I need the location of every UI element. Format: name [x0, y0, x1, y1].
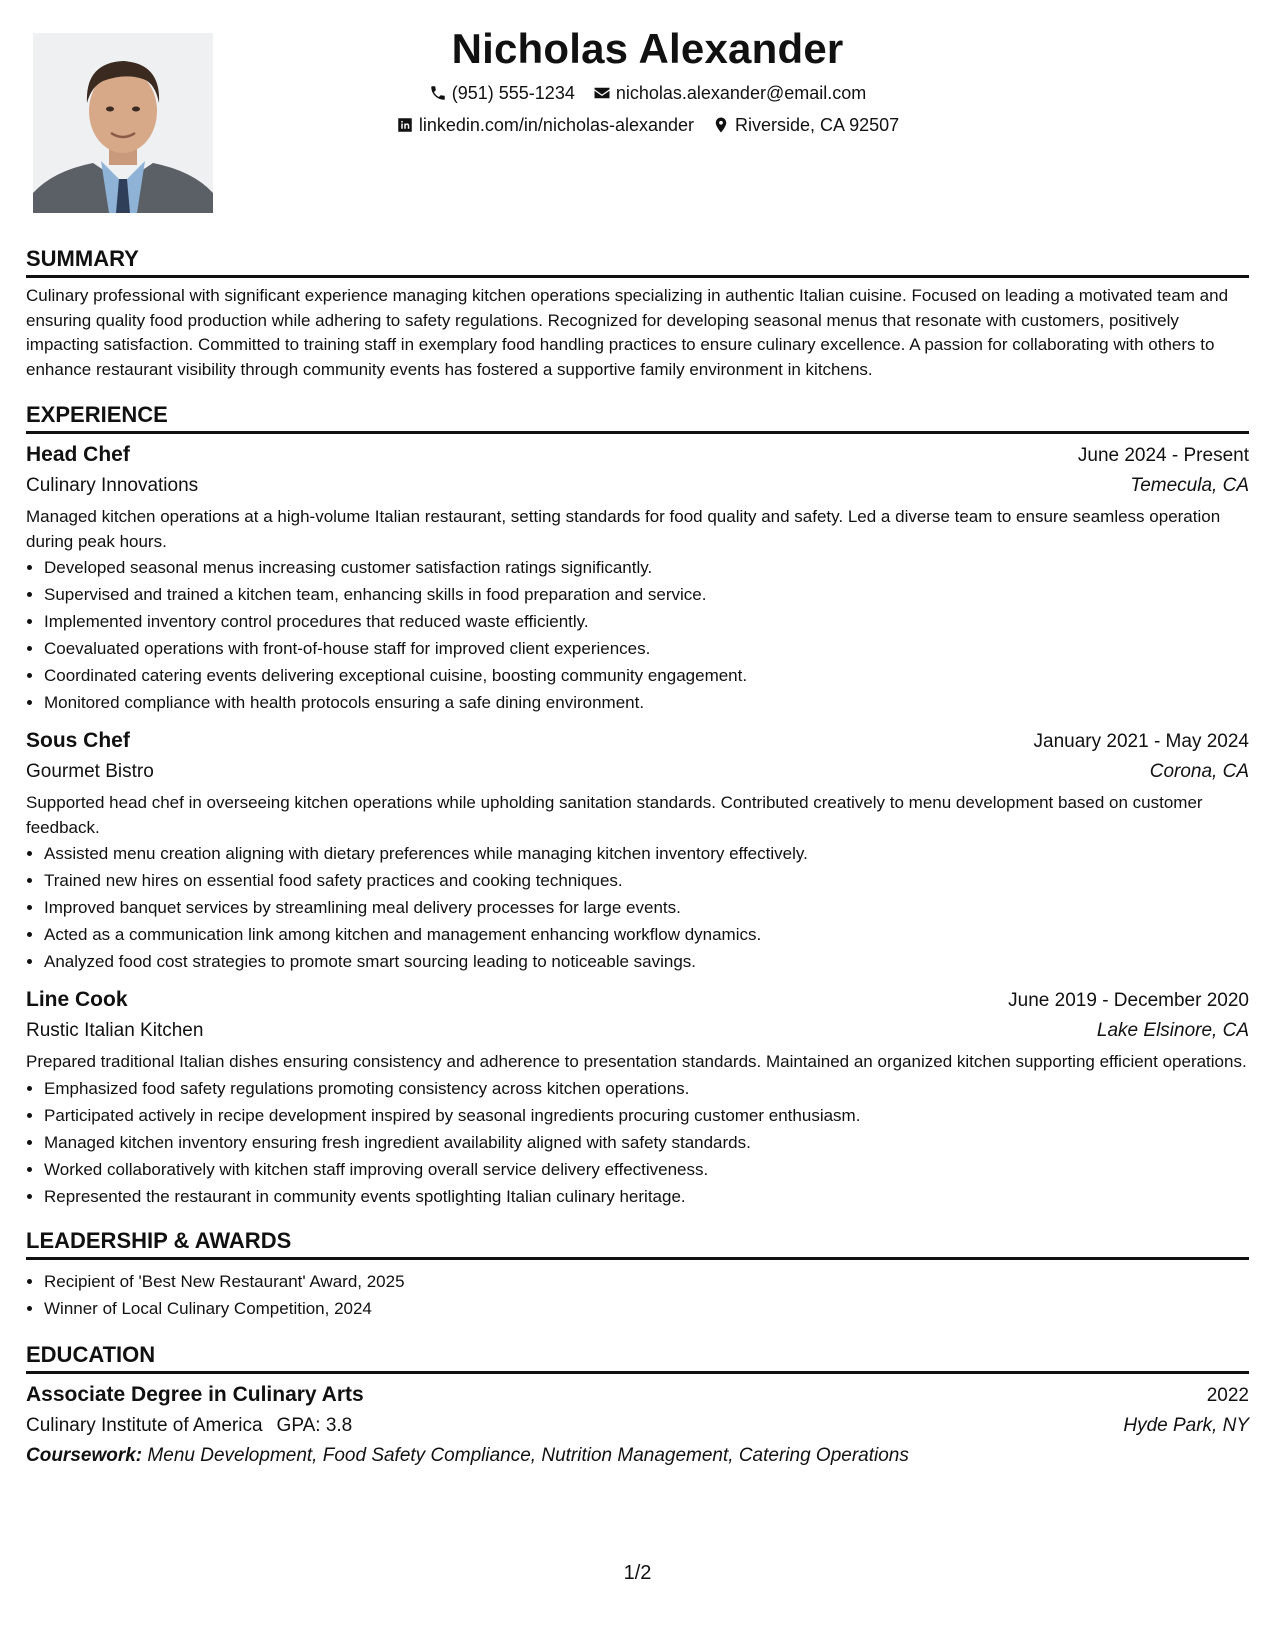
job-dates: June 2024 - Present — [1077, 445, 1249, 466]
job-entry — [26, 440, 1249, 716]
job-company: Rustic Italian Kitchen — [26, 1020, 204, 1041]
coursework-list: Menu Development, Food Safety Compliance, Nutrition Management, Catering Operations — [147, 1444, 909, 1466]
coursework-label: Coursework: — [26, 1444, 143, 1466]
list-item: • Emphasized food safety regulations promoting consistency across kitchen operations. — [44, 1075, 1249, 1102]
job-location: Lake Elsinore, CA — [1096, 1020, 1249, 1041]
contact-row-primary — [20, 78, 1275, 108]
phone-contact — [429, 78, 575, 108]
job-dates: June 2019 - December 2020 — [1008, 990, 1249, 1011]
email-contact[interactable] — [593, 78, 866, 108]
list-item: • Acted as a communication link among kitchen and management enhancing workflow dynamics. — [44, 921, 1249, 948]
map-pin-icon — [712, 116, 730, 134]
list-item: • Coevaluated operations with front-of-house staff for improved client experiences. — [44, 635, 1249, 662]
list-item: • Managed kitchen inventory ensuring fresh ingredient availability aligned with safety standards. — [44, 1129, 1249, 1156]
contact-row-secondary — [20, 110, 1275, 140]
list-item: • Winner of Local Culinary Competition, 2024 — [44, 1295, 1249, 1322]
education-location: Hyde Park, NY — [1123, 1414, 1249, 1436]
location-text: Riverside, CA 92507 — [735, 115, 900, 135]
job-bullets — [26, 1075, 1249, 1210]
phone-text: (951) 555-1234 — [451, 83, 575, 103]
list-item: • Supervised and trained a kitchen team, enhancing skills in food preparation and service. — [44, 581, 1249, 608]
job-description: Supported head chef in overseeing kitchen operations while upholding sanitation standards. Contributed creatively to menu development based on customer feedback. — [26, 793, 1203, 837]
job-bullets — [26, 554, 1249, 716]
awards-list — [26, 1268, 1249, 1322]
education-year: 2022 — [1206, 1384, 1249, 1406]
job-description: Prepared traditional Italian dishes ensuring consistency and adherence to presentation standards. Maintained an organized kitchen supporting efficient operations. — [26, 1052, 1247, 1071]
job-title: Line Cook — [26, 988, 128, 1011]
job-title: Sous Chef — [26, 729, 130, 752]
job-description: Managed kitchen operations at a high-volume Italian restaurant, setting standards for food quality and safety. Led a diverse team to ensure seamless operation during peak hours. — [26, 507, 1221, 551]
school-name: Culinary Institute of America — [26, 1414, 263, 1436]
list-item: • Recipient of 'Best New Restaurant' Award, 2025 — [44, 1268, 1249, 1295]
school-name-group — [26, 1411, 352, 1441]
list-item: • Improved banquet services by streamlining meal delivery processes for large events. — [44, 894, 1249, 921]
summary-heading: SUMMARY — [26, 246, 1249, 278]
list-item: • Assisted menu creation aligning with dietary preferences while managing kitchen inventory effectively. — [44, 840, 1249, 867]
resume-header — [0, 22, 1275, 140]
list-item: • Implemented inventory control procedures that reduced waste efficiently. — [44, 608, 1249, 635]
resume-body — [26, 246, 1249, 1471]
email-text[interactable]: nicholas.alexander@email.com — [615, 83, 867, 103]
degree-title: Associate Degree in Culinary Arts — [26, 1382, 364, 1406]
job-location: Temecula, CA — [1130, 475, 1249, 496]
list-item: • Coordinated catering events delivering exceptional cuisine, boosting community engagement. — [44, 662, 1249, 689]
envelope-icon — [593, 84, 611, 102]
job-entry — [26, 726, 1249, 975]
list-item: • Worked collaboratively with kitchen staff improving overall service delivery effectiveness. — [44, 1156, 1249, 1183]
list-item: • Represented the restaurant in community events spotlighting Italian culinary heritage. — [44, 1183, 1249, 1210]
linkedin-contact[interactable] — [396, 110, 694, 140]
linkedin-text[interactable]: linkedin.com/in/nicholas-alexander — [418, 115, 695, 135]
summary-text: Culinary professional with significant experience managing kitchen operations specializing in authentic Italian cuisine. Focused on leading a motivated team and ensuring quality food production while adhering to safety regulations. Recognized for developing seasonal menus that resonate with customers, positively impacting satisfaction. Committed to training staff in exemplary food handling practices to ensure culinary excellence. A passion for collaborating with others to enhance restaurant visibility through community events has fostered a supportive family environment in kitchens. — [26, 286, 1229, 379]
job-company: Gourmet Bistro — [26, 761, 154, 782]
awards-heading: LEADERSHIP & AWARDS — [26, 1228, 1249, 1260]
job-bullets — [26, 840, 1249, 975]
job-dates: January 2021 - May 2024 — [1033, 731, 1249, 752]
linkedin-icon — [396, 116, 414, 134]
job-entry — [26, 985, 1249, 1210]
experience-heading: EXPERIENCE — [26, 402, 1249, 434]
page-number: 1/2 — [623, 1562, 652, 1584]
job-title: Head Chef — [26, 443, 130, 466]
education-heading: EDUCATION — [26, 1342, 1249, 1374]
gpa: GPA: 3.8 — [276, 1414, 353, 1436]
list-item: • Trained new hires on essential food safety practices and cooking techniques. — [44, 867, 1249, 894]
list-item: • Participated actively in recipe development inspired by seasonal ingredients procuring customer enthusiasm. — [44, 1102, 1249, 1129]
list-item: • Monitored compliance with health protocols ensuring a safe dining environment. — [44, 689, 1249, 716]
job-location: Corona, CA — [1149, 761, 1249, 782]
list-item: • Developed seasonal menus increasing customer satisfaction ratings significantly. — [44, 554, 1249, 581]
location-contact — [712, 110, 899, 140]
job-company: Culinary Innovations — [26, 475, 199, 496]
coursework — [26, 1441, 1249, 1471]
list-item: • Analyzed food cost strategies to promote smart sourcing leading to noticeable savings. — [44, 948, 1249, 975]
phone-icon — [429, 84, 447, 102]
candidate-name: Nicholas Alexander — [451, 25, 844, 72]
